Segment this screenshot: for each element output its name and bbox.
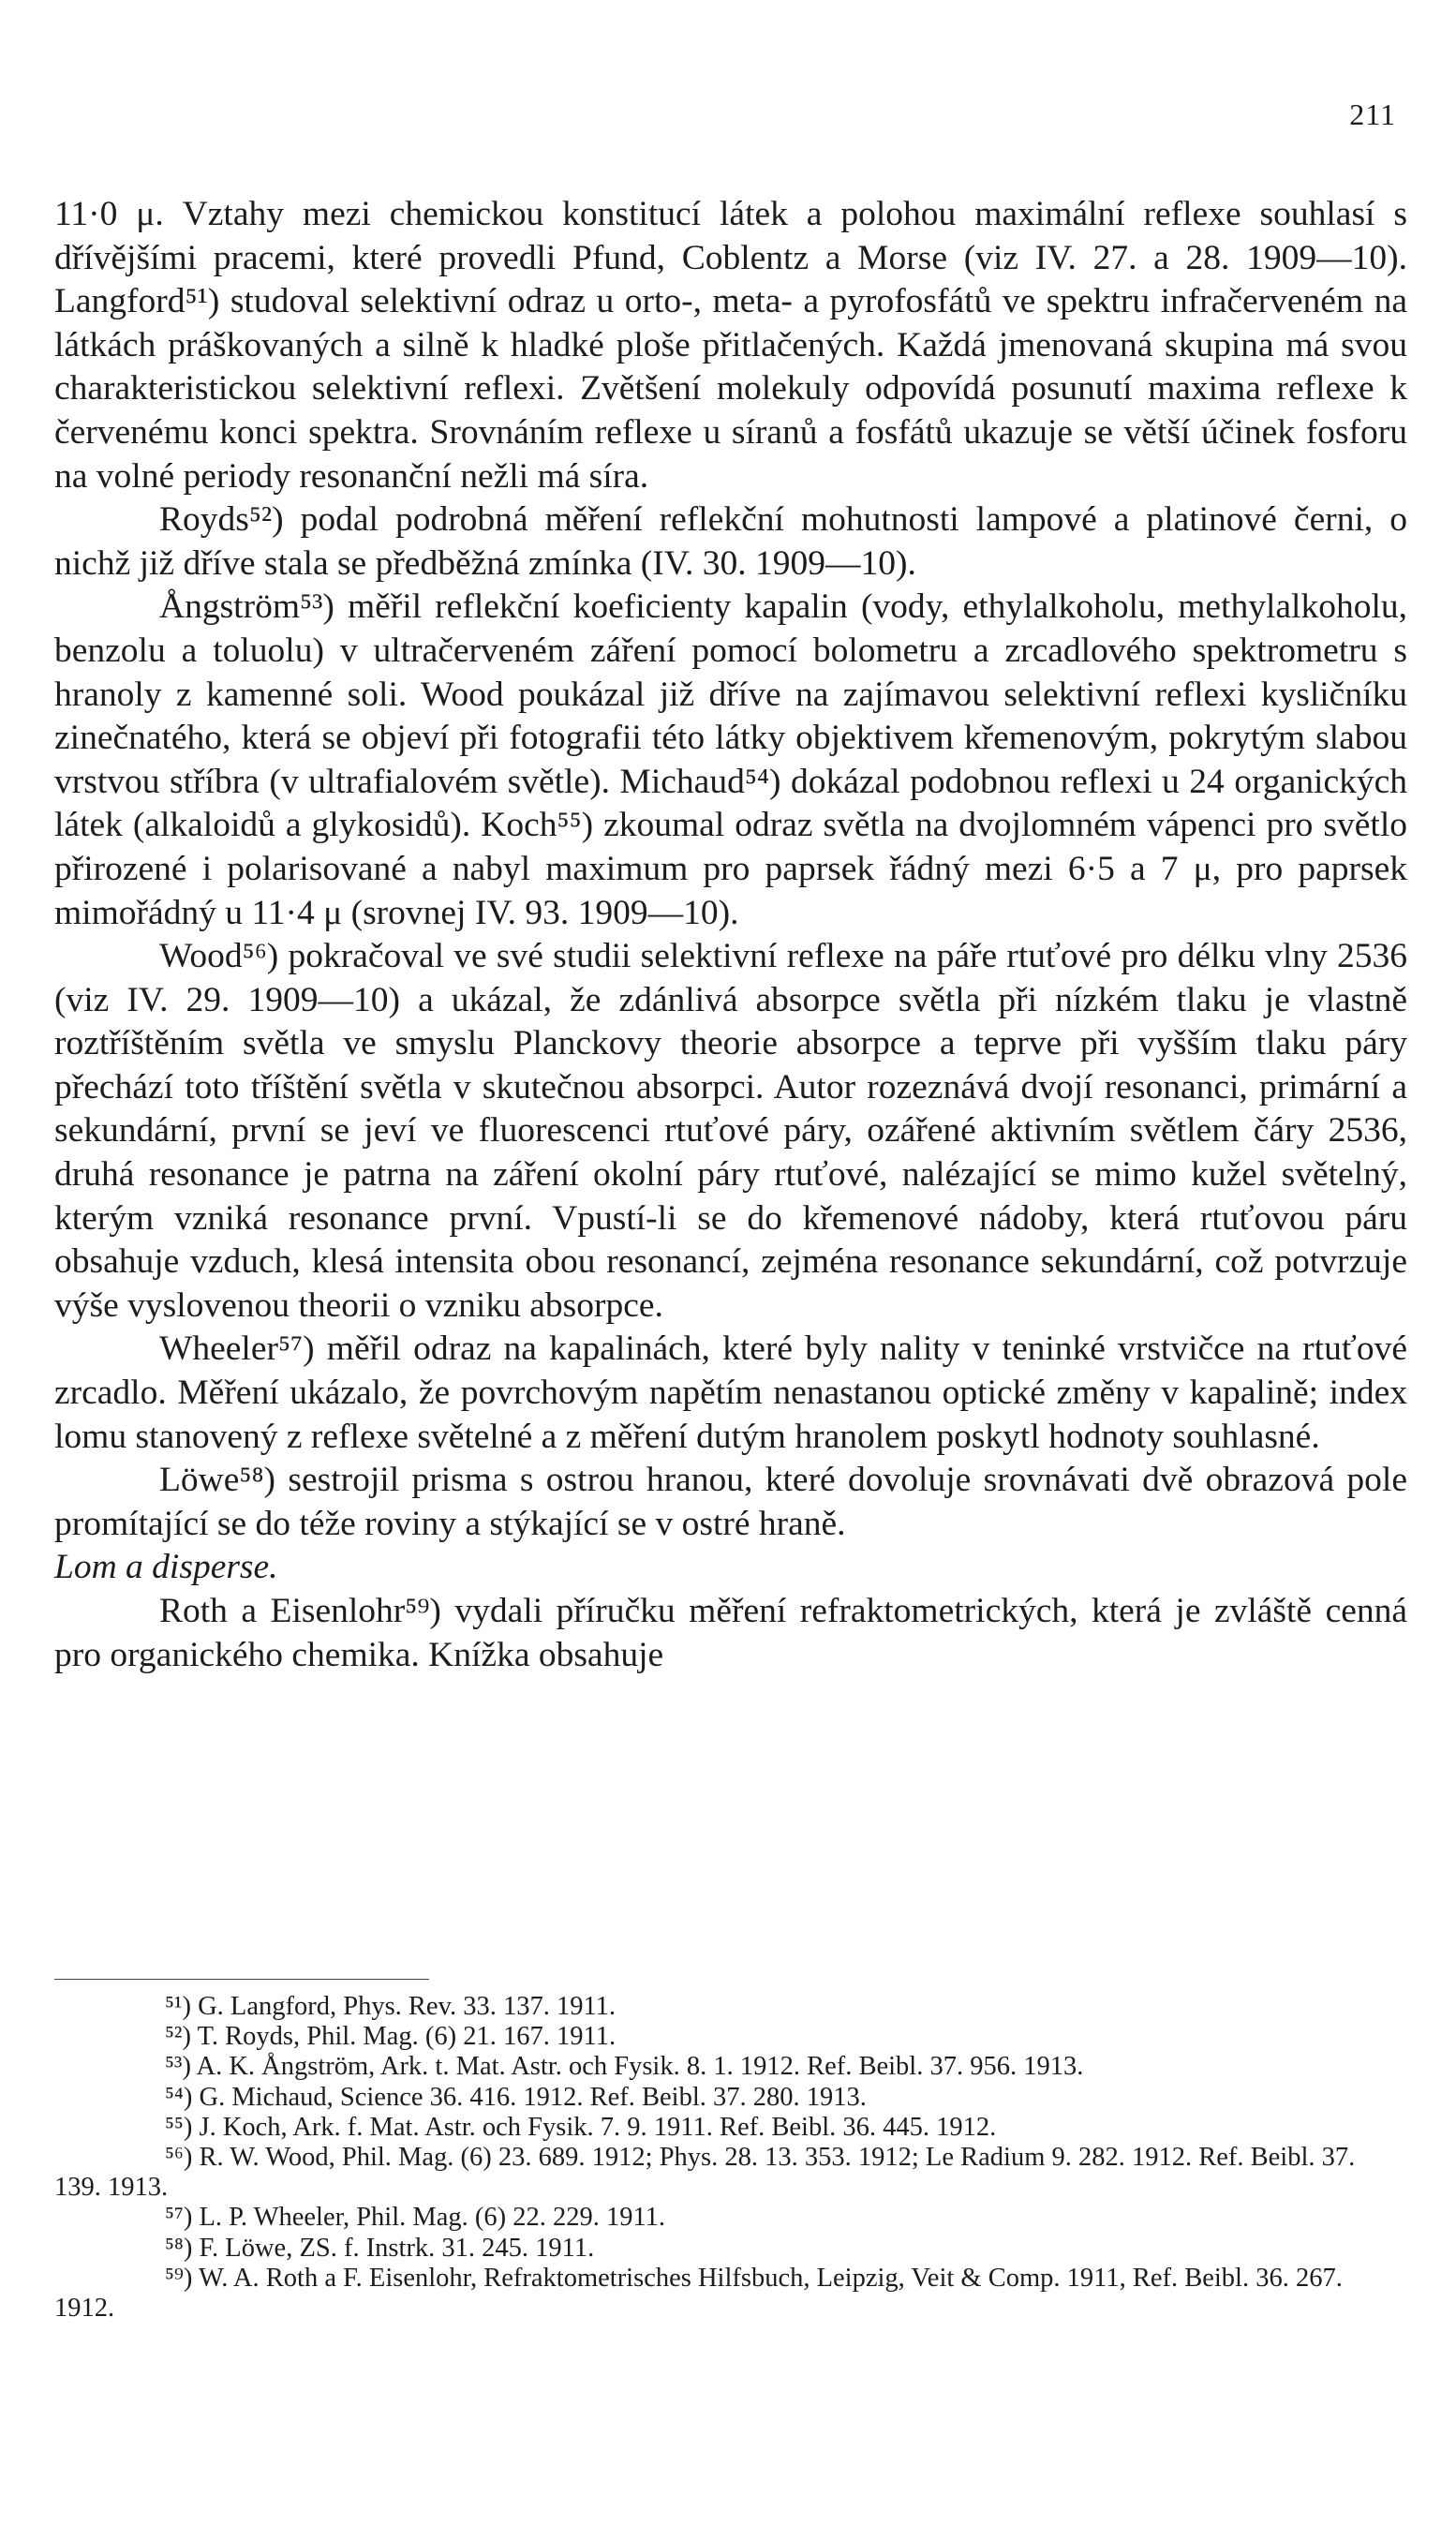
paragraph-reflexe-fosfatu: 11·0 μ. Vztahy mezi chemickou konstitucí látek a polohou maximální reflexe souhlasí s dřívějšími pracemi, které provedli Pfund, Coblentz a Morse (viz IV. 27. a 28. 1909—10). Langford⁵¹) studoval selektivní odraz u orto-, meta- a pyrofosfátů ve spektru infračerveném na látkách práškovaných a silně k hladké ploše přitlačených. Každá jmenovaná skupina má svou charakteristickou selektivní reflexi. Zvětšení molekuly odpovídá posunutí maxima reflexe k červenému konci spektra. Srovnáním reflexe u síranů a fosfátů ukazuje se větší účinek fosforu na volné periody resonanční nežli má síra. [54,195,1407,496]
section-heading-lom-a-disperse: Lom a disperse. [54,1548,278,1587]
footnote-59: ⁵⁹) W. A. Roth a F. Eisenlohr, Refraktometrisches Hilfsbuch, Leipzig, Veit & Comp. 1911, Ref. Beibl. 36. 267. 1912. [54,2263,1343,2324]
paragraph-royds: Royds⁵²) podal podrobná měření reflekční mohutnosti lampové a platinové černi, o nichž již dříve stala se předběžná zmínka (IV. 30. 1909—10). [54,500,1407,583]
footnotes [54,1992,1407,2324]
footnote-57: ⁵⁷) L. P. Wheeler, Phil. Mag. (6) 22. 229. 1911. [165,2203,666,2233]
paragraph-wood: Wood⁵⁶) pokračoval ve své studii selektivní reflexe na páře rtuťové pro délku vlny 2536 (viz IV. 29. 1909—10) a ukázal, že zdánlivá absorpce světla při nízkém tlaku je vlastně roztříštěním světla ve smyslu Planckovy theorie absorpce a teprve při vyšším tlaku páry přechází toto tříštění světla v skutečnou absorpci. Autor rozeznává dvojí resonanci, primární a sekundární, první se jeví ve fluorescenci rtuťové páry, ozářené aktivním světlem čáry 2536, druhá resonance je patrna na záření okolní páry rtuťové, nalézající se mimo kužel světelný, kterým vzniká resonance první. Vpustí-li se do křemenové nádoby, která rtuťovou páru obsahuje vzduch, klesá intensita obou resonancí, zejména resonance sekundární, což potvrzuje výše vyslovenou theorii o vzniku absorpce. [54,937,1407,1325]
footnote-58: ⁵⁸) F. Löwe, ZS. f. Instrk. 31. 245. 1911. [165,2233,595,2263]
footnote-divider [54,1979,429,1980]
paragraph-lowe: Löwe⁵⁸) sestrojil prisma s ostrou hranou, které dovoluje srovnávati dvě obrazová pole promítající se do téže roviny a stýkající se v ostré hraně. [54,1461,1407,1543]
body-text [54,193,1407,1677]
footnote-51: ⁵¹) G. Langford, Phys. Rev. 33. 137. 1911. [165,1992,617,2021]
page-number: 211 [1349,97,1396,131]
paragraph-angstrom: Ångström⁵³) měřil reflekční koeficienty kapalin (vody, ethylalkoholu, methylalkoholu, benzolu a toluolu) v ultračerveném záření pomocí bolometru a zrcadlového spektrometru s hranoly z kamenné soli. Wood poukázal již dříve na zajímavou selektivní reflexi kysličníku zinečnatého, která se objeví při fotografii této látky objektivem křemenovým, pokrytým slabou vrstvou stříbra (v ultrafialovém světle). Michaud⁵⁴) dokázal podobnou reflexi u 24 organických látek (alkaloidů a glykosidů). Koch⁵⁵) zkoumal odraz světla na dvojlomném vápenci pro světlo přirozené i polarisované a nabyl maximum pro paprsek řádný mezi 6·5 a 7 μ, pro paprsek mimořádný u 11·4 μ (srovnej IV. 93. 1909—10). [54,587,1407,932]
footnote-53: ⁵³) A. K. Ångström, Ark. t. Mat. Astr. och Fysik. 8. 1. 1912. Ref. Beibl. 37. 956. 1913. [165,2052,1084,2082]
paragraph-wheeler: Wheeler⁵⁷) měřil odraz na kapalinách, které byly nality v teninké vrstvičce na rtuťové zrcadlo. Měření ukázalo, že povrchovým napětím nenastanou optické změny v kapalině; index lomu stanovený z reflexe světelné a z měření dutým hranolem poskytl hodnoty souhlasné. [54,1329,1407,1456]
paragraph-roth-eisenlohr: Roth a Eisenlohr⁵⁹) vydali příručku měření refraktometrických, která je zvláště cenná pro organického chemika. Knížka obsahuje [54,1592,1407,1674]
footnote-55: ⁵⁵) J. Koch, Ark. f. Mat. Astr. och Fysik. 7. 9. 1911. Ref. Beibl. 36. 445. 1912. [165,2112,997,2142]
footnote-52: ⁵²) T. Royds, Phil. Mag. (6) 21. 167. 1911. [165,2022,617,2052]
footnote-56: ⁵⁶) R. W. Wood, Phil. Mag. (6) 23. 689. 1912; Phys. 28. 13. 353. 1912; Le Radium 9. 282. 1912. Ref. Beibl. 37. 139. 1913. [54,2143,1356,2203]
footnote-54: ⁵⁴) G. Michaud, Science 36. 416. 1912. Ref. Beibl. 37. 280. 1913. [165,2082,867,2112]
